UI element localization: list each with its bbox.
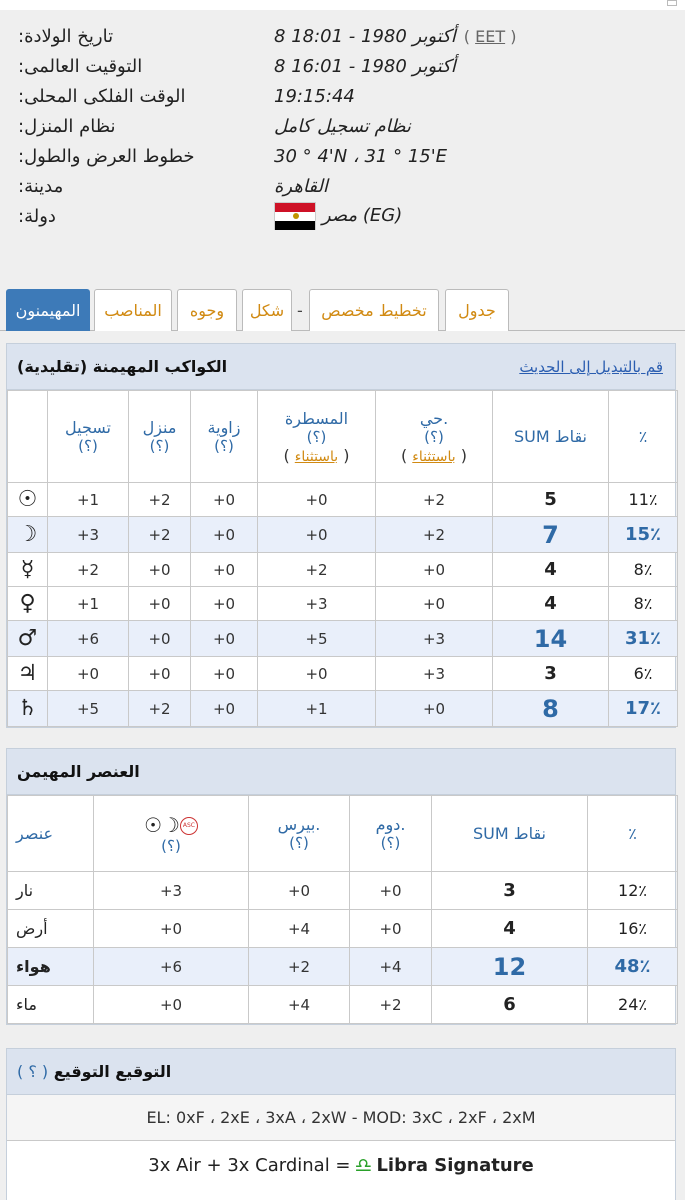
birth-info — [0, 22, 685, 242]
luminaries-cell: +0 — [94, 910, 249, 948]
luminaries-header — [94, 796, 249, 872]
elements-table — [7, 795, 678, 1024]
moon-icon: ☽ — [8, 517, 48, 553]
info-value: 19:15:44 — [274, 86, 355, 107]
help-link[interactable]: (؟) — [149, 437, 170, 455]
help-link[interactable]: ( ؟ ) — [17, 1062, 49, 1081]
table-header-row — [8, 391, 678, 483]
planets-table — [7, 390, 678, 727]
timezone-badge[interactable]: ( EET ) — [463, 27, 517, 46]
tab-custom-layout[interactable]: تخطيط مخصص — [309, 289, 439, 331]
luminaries-cell: +0 — [94, 986, 249, 1024]
table-row — [8, 948, 678, 986]
pct-cell: 16٪ — [588, 910, 678, 948]
info-icon[interactable] — [667, 0, 677, 6]
angle-cell: +0 — [191, 657, 258, 691]
sum-cell: 12 — [432, 948, 588, 986]
sum-cell: 8 — [493, 691, 609, 727]
info-value — [274, 26, 516, 47]
info-label: نظام المنزل: — [18, 116, 116, 137]
record-cell: +1 — [48, 483, 129, 517]
pct-header: ٪ — [588, 796, 678, 872]
alive-cell: +3 — [376, 657, 493, 691]
info-row-birth-date — [0, 22, 685, 52]
help-link[interactable]: (؟) — [78, 437, 98, 455]
info-label: دولة: — [18, 206, 56, 227]
info-value: القاهرة — [274, 176, 328, 197]
info-value: 8 أكتوبر 1980 - 16:01 — [274, 56, 456, 77]
mars-icon: ♂ — [8, 621, 48, 657]
sum-cell: 3 — [432, 872, 588, 910]
pct-cell: 48٪ — [588, 948, 678, 986]
ruler-cell: +0 — [258, 483, 376, 517]
dom-cell: +0 — [350, 910, 432, 948]
dom-cell: +4 — [350, 948, 432, 986]
pieres-cell: +0 — [249, 872, 350, 910]
element-header: عنصر — [8, 796, 94, 872]
pct-cell: 31٪ — [609, 621, 678, 657]
sum-cell: 4 — [493, 553, 609, 587]
pieres-cell: +4 — [249, 910, 350, 948]
table-row — [8, 691, 678, 727]
info-label: تاريخ الولادة: — [18, 26, 114, 47]
pct-cell: 6٪ — [609, 657, 678, 691]
asc-icon: ASC — [180, 817, 198, 835]
help-link[interactable]: (؟) — [306, 427, 327, 446]
dom-header: دوم. (؟) — [350, 796, 432, 872]
pct-cell: 15٪ — [609, 517, 678, 553]
signature-formula: 3x Air + 3x Cardinal = — [148, 1154, 351, 1176]
info-row-city — [0, 172, 685, 202]
house-cell: +2 — [129, 691, 191, 727]
tab-faces[interactable]: وجوه — [177, 289, 237, 331]
alive-cell: +0 — [376, 691, 493, 727]
planet-rows — [8, 483, 678, 727]
panel-header — [7, 1049, 675, 1095]
sum-cell: 4 — [493, 587, 609, 621]
house-header: منزل (؟) — [129, 391, 191, 483]
angle-cell: +0 — [191, 587, 258, 621]
table-row — [8, 910, 678, 948]
moon-icon: ☽ — [162, 812, 180, 837]
pct-cell: 8٪ — [609, 553, 678, 587]
info-row-house-system — [0, 112, 685, 142]
signature-result — [7, 1141, 675, 1189]
luminaries-cell: +3 — [94, 872, 249, 910]
pieres-cell: +2 — [249, 948, 350, 986]
venus-icon: ♀ — [8, 587, 48, 621]
tab-positions[interactable]: المناصب — [94, 289, 172, 331]
panel-header — [7, 749, 675, 795]
switch-to-modern-link[interactable]: قم بالتبديل إلى الحديث — [519, 358, 663, 376]
table-row — [8, 872, 678, 910]
info-row-universal-time — [0, 52, 685, 82]
sum-cell: 14 — [493, 621, 609, 657]
ruler-cell: +1 — [258, 691, 376, 727]
libra-icon: ♎ — [354, 1153, 373, 1177]
element-name: هواء — [8, 948, 94, 986]
timezone-link[interactable]: EET — [475, 27, 506, 46]
record-cell: +2 — [48, 553, 129, 587]
table-row — [8, 986, 678, 1024]
info-value — [274, 202, 402, 230]
pct-header: ٪ — [609, 391, 678, 483]
help-link[interactable]: (؟) — [289, 834, 309, 852]
pct-cell: 24٪ — [588, 986, 678, 1024]
record-cell: +6 — [48, 621, 129, 657]
pct-cell: 8٪ — [609, 587, 678, 621]
angle-cell: +0 — [191, 517, 258, 553]
exception-link[interactable]: باستثناء — [412, 448, 456, 465]
ruler-cell: +2 — [258, 553, 376, 587]
signature-panel — [6, 1048, 676, 1200]
tab-separator: - — [297, 301, 303, 320]
info-value: نظام تسجيل كامل — [274, 116, 411, 137]
pieres-cell: +4 — [249, 986, 350, 1024]
record-cell: +3 — [48, 517, 129, 553]
pct-cell: 11٪ — [609, 483, 678, 517]
luminaries-cell: +6 — [94, 948, 249, 986]
luminaries-icons — [94, 813, 248, 837]
house-cell: +0 — [129, 657, 191, 691]
saturn-icon: ♄ — [8, 691, 48, 727]
panel-title: العنصر المهيمن — [17, 762, 140, 781]
table-row — [8, 621, 678, 657]
house-cell: +2 — [129, 483, 191, 517]
record-cell: +1 — [48, 587, 129, 621]
tab-shape[interactable]: شكل — [242, 289, 292, 331]
angle-cell: +0 — [191, 553, 258, 587]
info-row-sidereal-time — [0, 82, 685, 112]
angle-cell: +0 — [191, 691, 258, 727]
info-label: خطوط العرض والطول: — [18, 146, 195, 167]
table-row — [8, 587, 678, 621]
tab-table[interactable]: جدول — [445, 289, 509, 331]
pct-cell: 17٪ — [609, 691, 678, 727]
angle-cell: +0 — [191, 483, 258, 517]
birth-date-value: 8 أكتوبر 1980 - 18:01 — [274, 26, 456, 47]
element-name: نار — [8, 872, 94, 910]
angle-cell: +0 — [191, 621, 258, 657]
panel-title: الكواكب المهيمنة (تقليدية) — [17, 357, 228, 376]
dominant-element-panel — [6, 748, 676, 1025]
help-link[interactable]: (؟) — [380, 834, 401, 852]
alive-cell: +3 — [376, 621, 493, 657]
tab-dominants[interactable]: المهيمنون — [6, 289, 90, 331]
glyph-header — [8, 391, 48, 483]
help-link[interactable]: (؟) — [424, 427, 444, 446]
alive-cell: +0 — [376, 553, 493, 587]
sun-icon: ☉ — [144, 812, 162, 837]
element-name: ماء — [8, 986, 94, 1024]
house-cell: +0 — [129, 621, 191, 657]
mercury-icon: ☿ — [8, 553, 48, 587]
alive-cell: +2 — [376, 517, 493, 553]
ruler-cell: +5 — [258, 621, 376, 657]
ruler-header: المسطرة (؟) ( باستثناء ) — [258, 391, 376, 483]
alive-cell: +0 — [376, 587, 493, 621]
ruler-cell: +0 — [258, 657, 376, 691]
sum-cell: 4 — [432, 910, 588, 948]
view-tabs — [0, 289, 685, 331]
sum-header: SUM نقاط — [493, 391, 609, 483]
sum-cell: 3 — [493, 657, 609, 691]
alive-cell: +2 — [376, 483, 493, 517]
dom-cell: +2 — [350, 986, 432, 1024]
sun-icon: ☉ — [8, 483, 48, 517]
info-row-coordinates — [0, 142, 685, 172]
sum-header: SUM نقاط — [432, 796, 588, 872]
dom-cell: +0 — [350, 872, 432, 910]
house-cell: +0 — [129, 553, 191, 587]
info-label: التوقيت العالمى: — [18, 56, 143, 77]
help-link[interactable]: (؟) — [161, 836, 181, 855]
egypt-flag-icon — [274, 202, 316, 230]
sum-cell: 5 — [493, 483, 609, 517]
alive-header: حي. (؟) ( باستثناء ) — [376, 391, 493, 483]
top-band — [0, 0, 685, 10]
element-name: أرض — [8, 910, 94, 948]
ruler-cell: +3 — [258, 587, 376, 621]
signature-codes: EL: 0xF ، 2xE ، 3xA ، 2xW - MOD: 3xC ، 2xF ، 2xM — [7, 1095, 675, 1141]
table-row — [8, 553, 678, 587]
jupiter-icon: ♃ — [8, 657, 48, 691]
info-label: مدينة: — [18, 176, 64, 197]
dominant-planets-panel — [6, 343, 676, 728]
pct-cell: 12٪ — [588, 872, 678, 910]
panel-title: التوقيع التوقيع ( ؟ ) — [17, 1062, 172, 1081]
table-row — [8, 483, 678, 517]
pieres-header: بيرس. (؟) — [249, 796, 350, 872]
info-row-country — [0, 202, 685, 242]
ruler-cell: +0 — [258, 517, 376, 553]
signature-name: Libra Signature — [376, 1154, 534, 1176]
table-row — [8, 517, 678, 553]
table-header-row — [8, 796, 678, 872]
house-cell: +2 — [129, 517, 191, 553]
info-value: 30 ° 4'N ، 31 ° 15'E — [274, 146, 448, 167]
record-header: تسجيل (؟) — [48, 391, 129, 483]
table-row — [8, 657, 678, 691]
record-cell: +5 — [48, 691, 129, 727]
info-label: الوقت الفلكى المحلى: — [18, 86, 186, 107]
record-cell: +0 — [48, 657, 129, 691]
sum-cell: 7 — [493, 517, 609, 553]
exception-link[interactable]: باستثناء — [294, 448, 339, 465]
house-cell: +0 — [129, 587, 191, 621]
angle-header: زاوية (؟) — [191, 391, 258, 483]
panel-header — [7, 344, 675, 390]
help-link[interactable]: (؟) — [214, 437, 234, 455]
sum-cell: 6 — [432, 986, 588, 1024]
country-value: مصر (EG) — [322, 205, 403, 226]
